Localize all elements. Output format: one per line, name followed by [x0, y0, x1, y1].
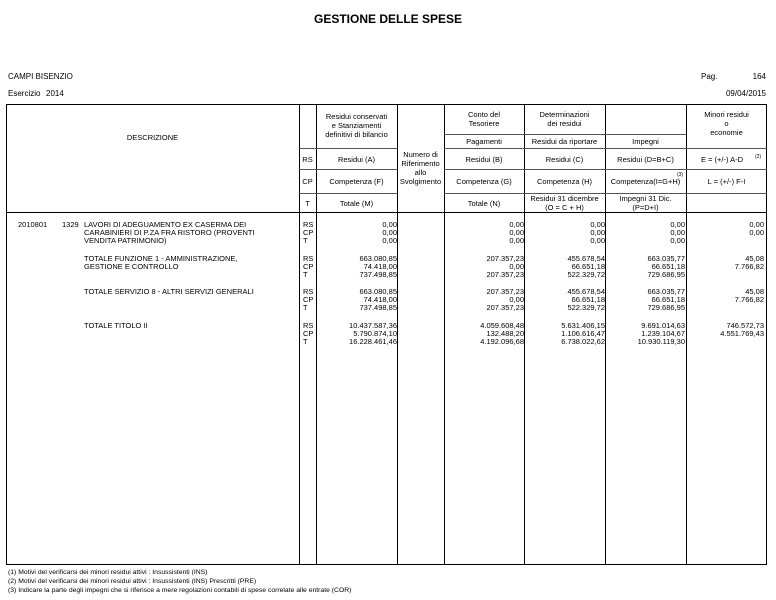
- col-header-residui-a: Residui (A): [337, 155, 376, 164]
- col-header-competenza-i: Competenza(I=G+H): [610, 177, 681, 186]
- row-value-p: 0,00 0,00 0,00: [670, 220, 685, 246]
- type-label-cp: CP: [302, 177, 313, 186]
- col-header-impegni-31: Impegni 31 Dic. (P=D+I): [619, 194, 672, 212]
- col-header-residui-da-riportare: Residui da riportare: [531, 137, 598, 146]
- footnote-2: (2) Motivi del verificarsi dei minori residui attivi : Insussistenti (INS) Prescritti (PRE): [8, 578, 257, 585]
- row-description: TOTALE TITOLO II: [84, 321, 148, 330]
- footnote-3: (3) Indicare la parte degli impegni che si riferisce a mere regolazioni contabili di spese correlate alle entrate (COR): [8, 587, 352, 594]
- row-value-m: 10.437.587,36 5.790.874,10 16.228.461,46: [349, 321, 397, 347]
- exercise-label: Esercizio: [8, 89, 41, 98]
- col-header-l-formula: L = (+/-) F-I: [707, 177, 746, 186]
- page-title: GESTIONE DELLE SPESE: [313, 12, 463, 26]
- col-header-determinazioni: Determinazioni dei residui: [539, 110, 590, 128]
- col-header-impegni: Impegni: [632, 137, 659, 146]
- row-description: LAVORI DI ADEGUAMENTO EX CASERMA DEI CARABINIERI DI P.ZA FRA RISTORO (PROVENTI VENDITA PATRIMONIO): [84, 220, 255, 246]
- col-header-residui-31: Residui 31 dicembre (O = C + H): [530, 194, 599, 212]
- row-rule: [299, 148, 397, 149]
- col-header-e-formula: E = (+/-) A-D: [700, 155, 744, 164]
- footnote-ref-2: (2): [754, 154, 762, 160]
- type-label-rs: RS: [302, 155, 313, 164]
- row-value-o: 455.678,54 66.651,18 522.329,72: [567, 287, 605, 313]
- row-rule: [444, 148, 767, 149]
- subheader-rule: [444, 134, 686, 135]
- row-value-e: 746.572,73 4.551.769,43: [720, 321, 764, 339]
- entity-name: CAMPI BISENZIO: [8, 72, 73, 81]
- row-value-p: 663.035,77 66.651,18 729.686,95: [647, 287, 685, 313]
- page-number: 164: [752, 72, 766, 81]
- row-value-o: 0,00 0,00 0,00: [590, 220, 605, 246]
- row-value-m: 663.080,85 74.418,00 737.498,85: [359, 254, 397, 280]
- col-header-residui-conservati: Residui conservati e Stanziamenti definitivi di bilancio: [325, 112, 388, 139]
- row-value-n: 207.357,23 0,00 207.357,23: [486, 254, 524, 280]
- row-value-o: 455.678,54 66.651,18 522.329,72: [567, 254, 605, 280]
- row-value-e: 45,08 7.766,82: [734, 287, 764, 305]
- col-header-pagamenti: Pagamenti: [466, 137, 502, 146]
- row-types: RS CP T: [303, 287, 314, 313]
- row-types: RS CP T: [303, 220, 314, 246]
- row-value-p: 663.035,77 66.651,18 729.686,95: [647, 254, 685, 280]
- row-description: TOTALE SERVIZIO 8 - ALTRI SERVIZI GENERALI: [84, 287, 254, 296]
- col-header-residui-c: Residui (C): [545, 155, 584, 164]
- row-types: RS CP T: [303, 254, 314, 280]
- col-header-residui-d: Residui (D=B+C): [617, 155, 674, 164]
- col-divider: [299, 104, 300, 565]
- col-header-descrizione: DESCRIZIONE: [126, 133, 179, 142]
- row-code: 2010801: [18, 220, 48, 229]
- row-value-n: 207.357,23 0,00 207.357,23: [486, 287, 524, 313]
- row-value-n: 0,00 0,00 0,00: [509, 220, 524, 246]
- col-header-competenza-f: Competenza (F): [329, 177, 384, 186]
- exercise-year: 2014: [46, 89, 64, 98]
- col-header-residui-b: Residui (B): [465, 155, 503, 164]
- row-value-m: 663.080,85 74.418,00 737.498,85: [359, 287, 397, 313]
- col-header-numero-riferimento: Numero di Riferimento allo Svolgimento: [399, 150, 442, 186]
- row-number: 1329: [62, 220, 79, 229]
- col-header-minori-residui: Minori residui o economie: [704, 110, 749, 137]
- col-header-competenza-g: Competenza (G): [456, 177, 512, 186]
- footnote-1: (1) Motivi del verificarsi dei minori residui attivi : Insussistenti (INS): [8, 569, 208, 576]
- row-value-m: 0,00 0,00 0,00: [382, 220, 397, 246]
- row-types: RS CP T: [303, 321, 314, 347]
- row-value-p: 9.691.014,63 1.239.104,67 10.930.119,30: [637, 321, 685, 347]
- col-header-competenza-h: Competenza (H): [536, 177, 593, 186]
- col-header-totale-n: Totale (N): [467, 199, 501, 208]
- page-label: Pag.: [701, 72, 718, 81]
- row-value-o: 5.631.406,15 1.106.616,47 6.738.022,62: [561, 321, 605, 347]
- row-value-n: 4.059.608,48 132.488,20 4.192.096,68: [480, 321, 524, 347]
- type-label-t: T: [305, 199, 310, 208]
- row-rule: [299, 193, 397, 194]
- row-value-e: 0,00 0,00: [749, 220, 764, 238]
- report-date: 09/04/2015: [725, 89, 766, 98]
- row-value-e: 45,08 7.766,82: [734, 254, 764, 272]
- col-header-conto-tesoriere: Conto del Tesoriere: [467, 110, 501, 128]
- col-header-totale-m: Totale (M): [339, 199, 374, 208]
- row-rule: [444, 169, 767, 170]
- row-description: TOTALE FUNZIONE 1 - AMMINISTRAZIONE, GESTIONE E CONTROLLO: [84, 254, 238, 272]
- row-rule: [299, 169, 397, 170]
- header-bottom-rule: [6, 212, 767, 213]
- footnote-ref-3: (3): [676, 172, 684, 178]
